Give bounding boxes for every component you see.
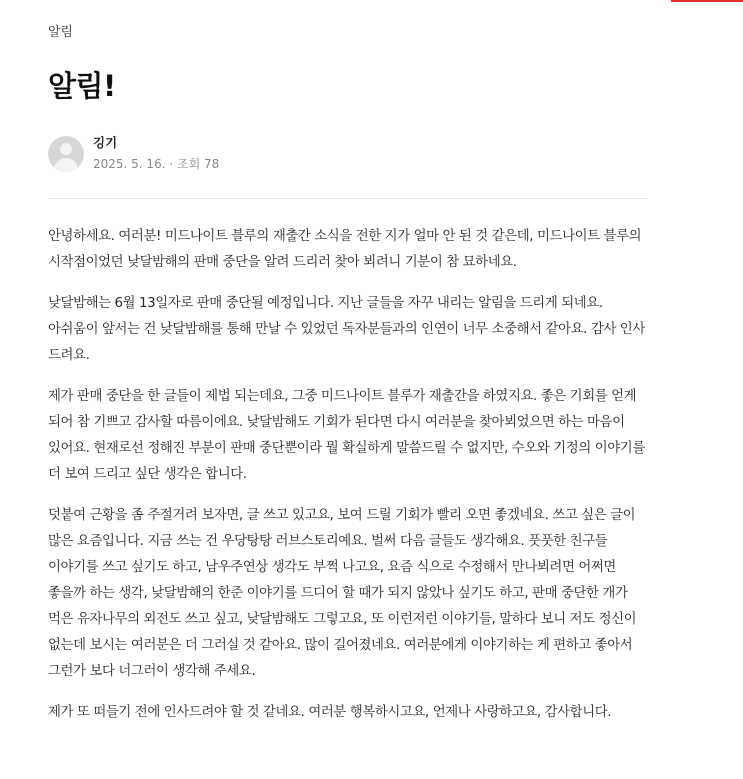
divider (48, 198, 648, 199)
post-paragraph-4: 덧붙여 근황을 좀 주절거려 보자면, 글 쓰고 있고요, 보여 드릴 기회가 빨리 오면 좋겠네요. 쓰고 싶은 글이 많은 요즘입니다. 지금 쓰는 건 우당탕탕 러브스토리예요. 벌써 다음 글들도 생각해요. 풋풋한 친구들 이야기를 쓰고 싶기도 하고, 남우주연상 생각도 부쩍 나고요, 요즘 식으로 수정해서 만나뵈려면 어쩌면 좋을까 하는 생각, 낮달밤해의 한준 이야기를 드디어 할 때가 되지 않았나 싶기도 하고, 판매 중단한 개가 먹은 유자나무의 외전도 쓰고 싶고, 낮달밤해도 그렇고요, 또 이런저런 이야기들, 말하다 보니 저도 정신이 없는데 보시는 여러분은 더 그러실 것 같아요. 많이 길어졌네요. 여러분에게 이야기하는 게 편하고 좋아서 그런가 보다 너그러이 생각해 주세요. (48, 508, 637, 679)
post-date: 2025. 5. 16. (93, 157, 166, 171)
author-name[interactable]: 깅기 (93, 135, 118, 150)
post-paragraph-3: 제가 판매 중단을 한 글들이 제법 되는데요, 그중 미드나이트 블루가 재출간을 하였지요. 좋은 기회를 얻게 되어 참 기쁘고 감사할 따름이에요. 낮달밤해도 기회가 된다면 다시 여러분을 찾아뵈었으면 하는 마음이 있어요. 현재로선 정해진 부분이 판매 중단뿐이라 뭘 확실하게 말씀드릴 수 없지만, 수오와 기정의 이야기를 더 보여 드리고 싶단 생각은 합니다. (48, 389, 645, 482)
avatar-body-shape (54, 158, 78, 172)
views-count: 78 (204, 157, 220, 171)
post-body (48, 224, 648, 726)
author-block (48, 134, 219, 174)
avatar[interactable] (48, 136, 84, 172)
meta-separator: · (169, 157, 174, 171)
post-paragraph-5: 제가 또 떠들기 전에 인사드려야 할 것 같네요. 여러분 행복하시고요, 언제나 사랑하고요, 감사합니다. (48, 705, 612, 720)
post-category-link[interactable]: 알림 (48, 25, 73, 40)
author-info (93, 134, 219, 174)
avatar-head-shape (60, 143, 72, 155)
page-title: 알림! (48, 69, 116, 103)
post-meta (93, 154, 219, 174)
views-label: 조회 (177, 157, 201, 171)
post-paragraph-1: 안녕하세요. 여러분! 미드나이트 블루의 재출간 소식을 전한 지가 얼마 안 된 것 같은데, 미드나이트 블루의 시작점이었던 낮달밤해의 판매 중단을 알려 드리러 찾아 뵈려니 기분이 참 묘하네요. (48, 229, 642, 270)
post-paragraph-2: 낮달밤해는 6월 13일자로 판매 중단될 예정입니다. 지난 글들을 자꾸 내리는 알림을 드리게 되네요. 아쉬움이 앞서는 건 낮달밤해를 통해 만날 수 있었던 독자분들과의 인연이 너무 소중해서 같아요. 감사 인사 드려요. (48, 296, 645, 363)
top-accent-bar (671, 0, 743, 2)
